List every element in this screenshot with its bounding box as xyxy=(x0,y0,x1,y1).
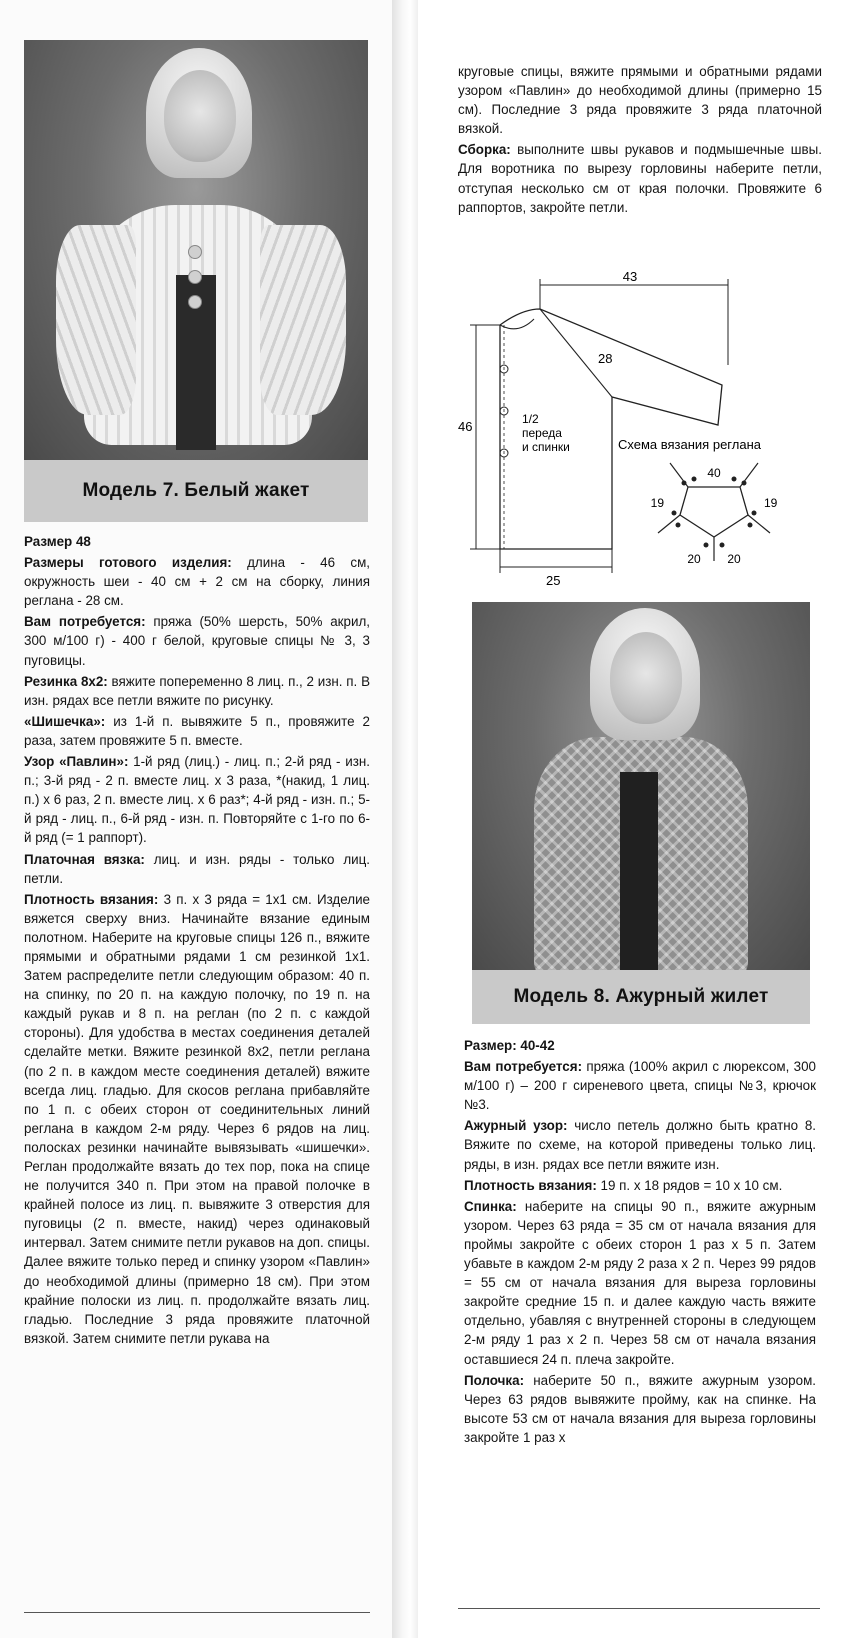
model8-size: Размер: 40-42 xyxy=(464,1038,555,1053)
paragraph-text: пряжа (100% акрил с люрексом, 300 м/100 г) – 200 г сиреневого цвета, спицы №3, крючок №3. xyxy=(464,1059,816,1113)
model8-caption-text: Модель 8. Ажурный жилет xyxy=(513,986,769,1007)
instruction-paragraph xyxy=(24,712,370,750)
instruction-paragraph xyxy=(24,553,370,610)
paragraph-text: пряжа (50% шерсть, 50% акрил, 300 м/100 г) - 400 г белой, круговые спицы № 3, 3 пуговицы. xyxy=(24,614,370,668)
button-2 xyxy=(188,270,202,284)
paragraph-label: Размеры готового изделия: xyxy=(24,555,232,571)
paragraph-text: длина - 46 см, окружность шеи - 40 см + 2 см на сборку, линия реглана - 28 см. xyxy=(24,555,370,609)
paragraph-text: наберите на спицы 90 п., вяжите ажурным узором. Через 63 ряда = 35 см от начала вязания для проймы закройте с обеих сторон 1 раз х 5 п. Затем убавьте в каждом 2-м ряду 2 раза х 2 п. Через 99 рядов = 55 см от начала вязания для выреза горловины закройте средние 15 п. и далее каждую часть вяжите отдельно, убавляя с внутренней стороны в следующем 2-м ряду 1 раз х 2 п. Через 58 см от начала вязания оставшиеся 24 п. плеча закройте. xyxy=(464,1198,816,1367)
model7-photo xyxy=(24,40,368,460)
left-sleeve xyxy=(56,225,136,415)
raglan-diagram xyxy=(418,265,844,595)
model8-caption xyxy=(472,970,810,1024)
instruction-paragraph xyxy=(464,1057,816,1114)
model8-instructions xyxy=(464,1036,816,1449)
raglan-pentagon xyxy=(651,463,778,566)
paragraph-label: Полочка: xyxy=(464,1372,525,1388)
button-3 xyxy=(188,295,202,309)
paragraph-text: 19 п. х 18 рядов = 10 х 10 см. xyxy=(596,1177,783,1193)
instruction-paragraph xyxy=(458,62,822,138)
model7-instructions-continued xyxy=(458,62,822,219)
paragraph-label: Резинка 8х2: xyxy=(24,673,108,689)
dark-shirt xyxy=(620,772,658,970)
paragraph-label: Вам потребуется: xyxy=(464,1059,583,1075)
model7-paragraphs xyxy=(24,553,370,1348)
model7-instructions xyxy=(24,532,370,1350)
right-page xyxy=(418,0,844,1638)
paragraph-text: вяжите попеременно 8 лиц. п., 2 изн. п. В изн. рядах все петли вяжите по рисунку. xyxy=(24,673,370,708)
footer-rule-left xyxy=(24,1612,370,1613)
model8-photo xyxy=(472,602,810,970)
button-1 xyxy=(188,245,202,259)
instruction-paragraph xyxy=(458,140,822,216)
dim-bottom-label: 25 xyxy=(546,573,561,588)
paragraph-label: Спинка: xyxy=(464,1198,517,1214)
raglan-count-bottom-left: 20 xyxy=(687,552,701,566)
paragraph-text: наберите 50 п., вяжите ажурным узором. Через 63 рядов вывяжите пройму, как на спинке. На высоте 53 см от начала вязания для выреза горловины закройте 1 раз х xyxy=(464,1372,816,1445)
paragraph-text: 3 п. х 3 ряда = 1х1 см. Изделие вяжется сверху вниз. Начинайте вязание единым полотном. Наберите на круговые спицы 126 п., вяжите прямыми и обратными рядами 1 см резинкой 1х1. Затем распределите петли следующим образом: 40 п. на спинку, по 20 п. на каждую полочку, по 19 п. на каждый рукав и 8 п. на реглан (по 2 п. с каждой стороны). Для удобства в местах соединения деталей сделайте метки. Вяжите резинкой 8х2, петли реглана (по 2 п. в каждом месте соединения деталей) вяжите всегда лиц. гладью. Для скосов реглана прибавляйте по 1 п. с обеих сторон от соединительных линий реглана в каждом 2-м ряду. Через 6 рядов на лиц. полосках резинки начинайте вывязывать «шишечки». Реглан продолжайте вязать до тех пор, пока на спице не получится 340 п. При этом на правой полочке в крайней полосе из лиц. п. вывяжите 3 отверстия для пуговицы (2 п. вместе, накид) через одинаковый интервал. Затем снимите петли рукавов на доп. спицы. Далее вяжите только перед и спинку узором «Павлин» до необходимой длины (примерно 18 см). При этом крайние полоски из лиц. п. продолжайте вязать лиц. гладью. Последние 3 ряда провяжите платочной вязкой. Затем снимите петли рукава на xyxy=(24,891,370,1346)
paragraph-label: Плотность вязания: xyxy=(464,1177,597,1193)
paragraph-text: лиц. и изн. ряды - только лиц. петли. xyxy=(24,851,370,886)
instruction-paragraph xyxy=(464,1116,816,1173)
footer-rule-right xyxy=(458,1608,820,1609)
model7-caption-text: Модель 7. Белый жакет xyxy=(82,480,310,501)
dim-height-label: 46 xyxy=(458,419,473,434)
paragraph-text: из 1-й п. вывяжите 5 п., провяжите 2 раза, затем провяжите 5 п. вместе. xyxy=(24,713,370,748)
paragraph-label: Вам потребуется: xyxy=(24,614,146,630)
instruction-paragraph xyxy=(24,890,370,1348)
model7-continued-paragraphs xyxy=(458,62,822,217)
raglan-count-right: 19 xyxy=(764,496,778,510)
paragraph-label: Узор «Павлин»: xyxy=(24,754,129,770)
paragraph-label: Платочная вязка: xyxy=(24,851,145,867)
raglan-count-top: 40 xyxy=(707,466,721,480)
paragraph-label: Ажурный узор: xyxy=(464,1118,568,1134)
schema-title: Схема вязания реглана xyxy=(618,437,761,452)
instruction-paragraph xyxy=(464,1197,816,1369)
paragraph-text: число петель должно быть кратно 8. Вяжите по схеме, на которой приведены только лиц. ряды, в изн. рядах все петли вяжите изн. xyxy=(464,1118,816,1172)
dim-raglan-label: 28 xyxy=(598,351,613,366)
page-gutter xyxy=(392,0,418,1638)
face-model8 xyxy=(610,632,682,724)
instruction-paragraph xyxy=(24,672,370,710)
half-label-line2: переда xyxy=(522,426,562,440)
paragraph-text: выполните швы рукавов и подмышечные швы. Для воротника по вырезу горловины наберите петли, отступая несколько см от края полочки. Провяжите 6 раппортов, закройте петли. xyxy=(458,142,822,215)
dim-top-label: 43 xyxy=(622,269,638,284)
paragraph-text: 1-й ряд (лиц.) - лиц. п.; 2-й ряд - изн. п.; 3-й ряд - 2 п. вместе лиц. х 3 раза, *(накид, 1 лиц. п.) х 6 раз, 2 п. вместе лиц. х 6 раз*; 4-й ряд - изн. п.; 5-й ряд - лиц. п., 6-й ряд - изн. п. Повторяйте с 1-го по 6-й ряд (= 1 раппорт). xyxy=(24,754,370,846)
instruction-paragraph xyxy=(24,850,370,888)
paragraph-label: Сборка: xyxy=(458,142,511,158)
right-sleeve xyxy=(260,225,346,415)
model8-paragraphs xyxy=(464,1057,816,1447)
instruction-paragraph xyxy=(464,1371,816,1447)
model7-caption xyxy=(24,460,368,522)
raglan-count-left: 19 xyxy=(650,496,664,510)
paragraph-label: «Шишечка»: xyxy=(24,713,106,729)
left-page xyxy=(0,0,392,1638)
raglan-count-bottom-right: 20 xyxy=(727,552,741,566)
paragraph-text: круговые спицы, вяжите прямыми и обратными рядами узором «Павлин» до необходимой длины (примерно 15 см). Последние 3 ряда провяжите 3 ряда платочной вязкой. xyxy=(458,64,822,137)
instruction-paragraph xyxy=(464,1176,816,1195)
half-label-line3: и спинки xyxy=(522,440,570,454)
half-label-line1: 1/2 xyxy=(522,412,539,426)
face xyxy=(164,70,236,162)
instruction-paragraph xyxy=(24,612,370,669)
instruction-paragraph xyxy=(24,752,370,847)
paragraph-label: Плотность вязания: xyxy=(24,891,159,907)
model7-size: Размер 48 xyxy=(24,534,91,549)
